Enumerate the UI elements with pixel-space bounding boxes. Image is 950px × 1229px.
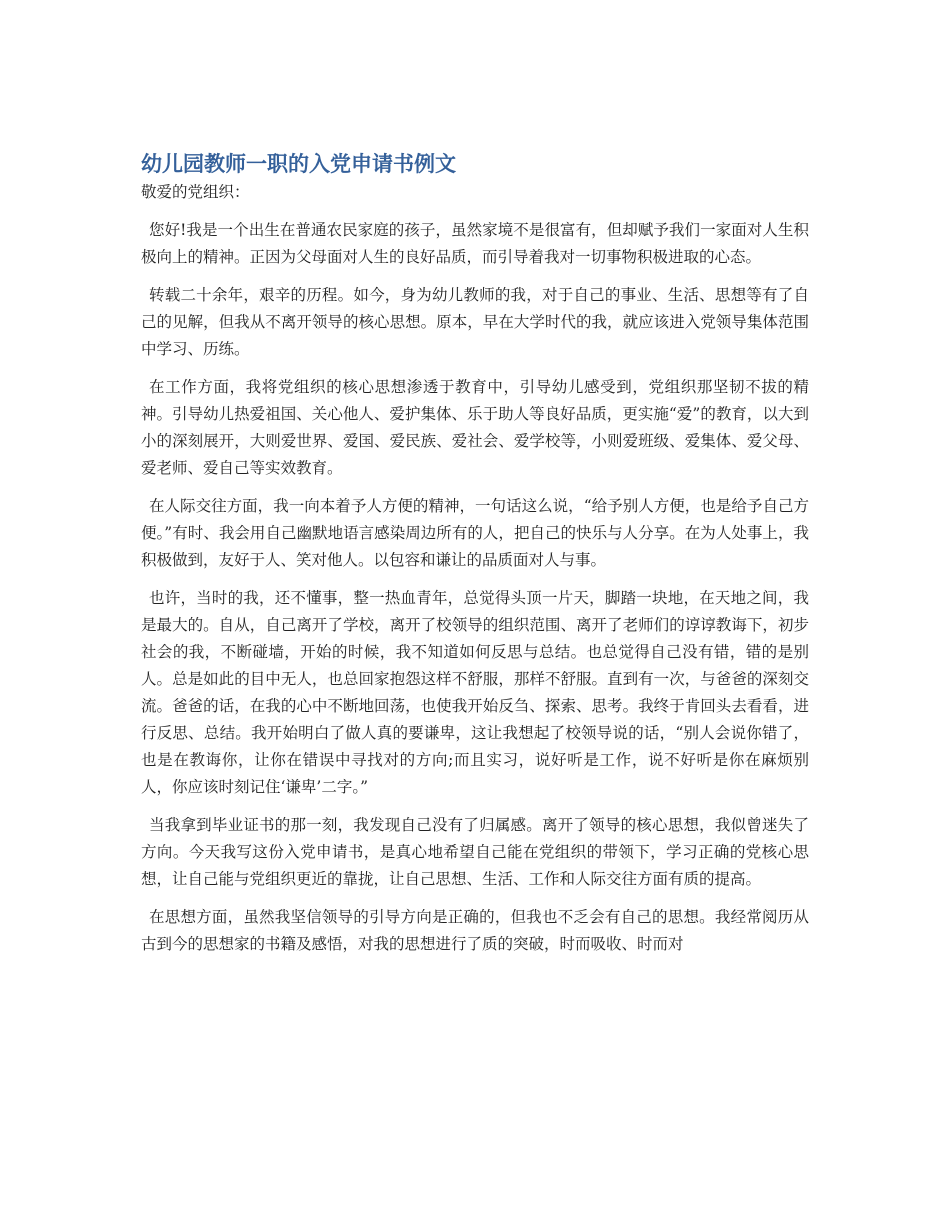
document-page	[141, 150, 809, 958]
paragraph-4: 在人际交往方面，我一向本着予人方便的精神，一句话这么说，“给予别人方便，也是给予自己方便。”有时、我会用自己幽默地语言感染周边所有的人，把自己的快乐与人分享。在为人处事上，我积极做到，友好于人、笑对他人。以包容和谦让的品质面对人与事。	[141, 497, 809, 569]
salutation: 敬爱的党组织：	[141, 183, 250, 201]
paragraph-7: 在思想方面，虽然我坚信领导的引导方向是正确的，但我也不乏会有自己的思想。我经常阅历从古到今的思想家的书籍及感悟，对我的思想进行了质的突破，时而吸收、时而对	[141, 908, 809, 953]
paragraph-1: 您好!我是一个出生在普通农民家庭的孩子，虽然家境不是很富有，但却赋予我们一家面对人生积极向上的精神。正因为父母面对人生的良好品质，而引导着我对一切事物积极进取的心态。	[141, 221, 809, 266]
paragraph-3: 在工作方面，我将党组织的核心思想渗透于教育中，引导幼儿感受到，党组织那坚韧不拔的精神。引导幼儿热爱祖国、关心他人、爱护集体、乐于助人等良好品质，更实施“爱”的教育，以大到小的深刻展开，大则爱世界、爱国、爱民族、爱社会、爱学校等，小则爱班级、爱集体、爱父母、爱老师、爱自己等实效教育。	[141, 378, 809, 477]
paragraph-6: 当我拿到毕业证书的那一刻，我发现自己没有了归属感。离开了领导的核心思想，我似曾迷失了方向。今天我写这份入党申请书，是真心地希望自己能在党组织的带领下，学习正确的党核心思想，让自己能与党组织更近的靠拢，让自己思想、生活、工作和人际交往方面有质的提高。	[141, 816, 809, 888]
paragraph-5: 也许，当时的我，还不懂事，整一热血青年，总觉得头顶一片天，脚踏一块地，在天地之间，我是最大的。自从，自己离开了学校，离开了校领导的组织范围、离开了老师们的谆谆教诲下，初步社会的我，不断碰墙，开始的时候，我不知道如何反思与总结。也总觉得自己没有错，错的是别人。总是如此的目中无人，也总回家抱怨这样不舒服，那样不舒服。直到有一次，与爸爸的深刻交流。爸爸的话，在我的心中不断地回荡，也使我开始反刍、探索、思考。我终于肯回头去看看，进行反思、总结。我开始明白了做人真的要谦卑，这让我想起了校领导说的话，“别人会说你错了，也是在教诲你，让你在错误中寻找对的方向;而且实习，说好听是工作，说不好听是你在麻烦别人，你应该时刻记住‘谦卑’二字。”	[141, 589, 809, 796]
document-title: 幼儿园教师一职的入党申请书例文	[141, 152, 456, 176]
paragraph-2: 转载二十余年，艰辛的历程。如今，身为幼儿教师的我，对于自己的事业、生活、思想等有了自己的见解，但我从不离开领导的核心思想。原本，早在大学时代的我，就应该进入党领导集体范围中学习、历练。	[141, 286, 809, 358]
